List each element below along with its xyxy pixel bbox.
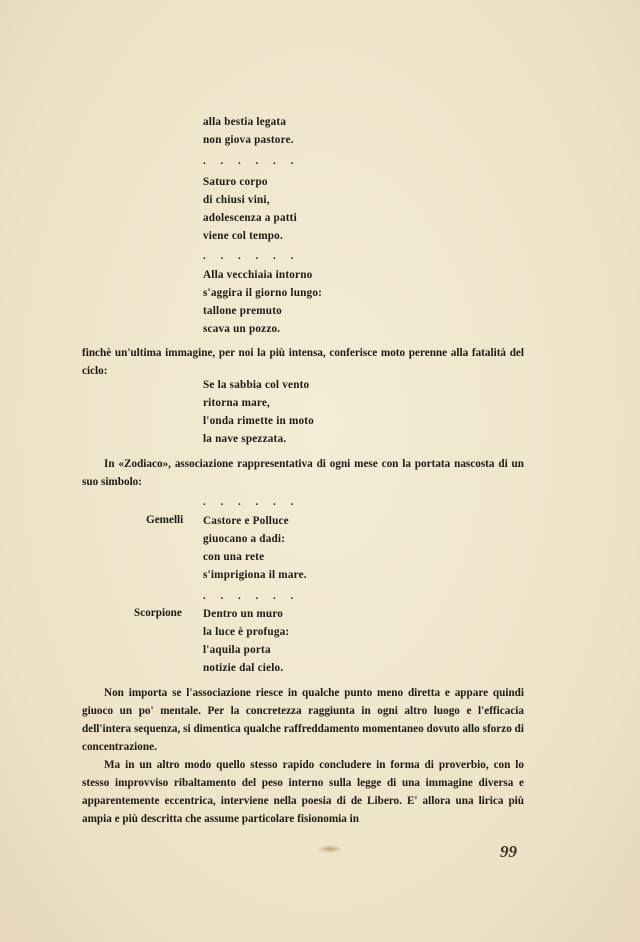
ellipsis-dots: . . . . . . (203, 155, 300, 167)
ellipsis-dots: . . . . . . (203, 496, 300, 508)
verse-line: tallone premuto (203, 305, 282, 317)
page-number: 99 (500, 842, 517, 861)
verse-line: giuocano a dadi: (203, 533, 286, 545)
prose-paragraph: Ma in un altro modo quello stesso rapido concludere in forma di proverbio, con lo stesso improvviso ribaltamento del peso interno sulla legge di una immagine diversa e apparentemente eccentrica, interviene nella poesia di de Libero. E' allora una lirica più ampia e più descritta che assume particolare fisionomia in (82, 759, 524, 825)
paper-stain (318, 845, 342, 853)
prose-paragraph: In «Zodiaco», associazione rappresentativa di ogni mese con la portata nascosta di un suo simbolo: (82, 458, 524, 488)
zodiac-label-scorpione: Scorpione (134, 607, 182, 619)
prose-paragraph: Non importa se l'associazione riesce in qualche punto meno diretta e appare quindi giuoco un po' mentale. Per la concretezza raggiunta in ogni altro luogo e l'efficacia dell'intera sequenza, si dimentica qualche raffreddamento momentaneo dovuto allo sforzo di concentrazione. (82, 687, 524, 753)
verse-line: con una rete (203, 551, 265, 563)
verse-line: alla bestia legata (203, 116, 287, 128)
verse-line: Se la sabbia col vento (203, 379, 310, 391)
verse-line: adolescenza a patti (203, 212, 297, 224)
zodiac-label-gemelli: Gemelli (146, 514, 184, 526)
verse-line: Alla vecchiaia intorno (203, 269, 313, 281)
ellipsis-dots: . . . . . . (203, 590, 300, 602)
verse-line: la luce è profuga: (203, 626, 290, 638)
verse-line: viene col tempo. (203, 230, 283, 242)
verse-line: l'onda rimette in moto (203, 415, 314, 427)
verse-line: Dentro un muro (203, 608, 284, 620)
verse-line: l'aquila porta (203, 644, 271, 656)
verse-line: non giova pastore. (203, 134, 294, 146)
prose-paragraph: finchè un'ultima immagine, per noi la più intensa, conferisce moto perenne alla fatalità del ciclo: (82, 347, 524, 377)
ellipsis-dots: . . . . . . (203, 250, 300, 262)
verse-line: s'imprigiona il mare. (203, 569, 307, 581)
verse-line: ritorna mare, (203, 397, 271, 409)
verse-line: Saturo corpo (203, 176, 268, 188)
verse-line: scava un pozzo. (203, 323, 281, 335)
verse-line: di chiusi vini, (203, 194, 270, 206)
verse-line: la nave spezzata. (203, 433, 287, 445)
verse-line: Castore e Polluce (203, 515, 289, 527)
verse-line: s'aggira il giorno lungo: (203, 287, 323, 299)
verse-line: notizie dal cielo. (203, 662, 284, 674)
